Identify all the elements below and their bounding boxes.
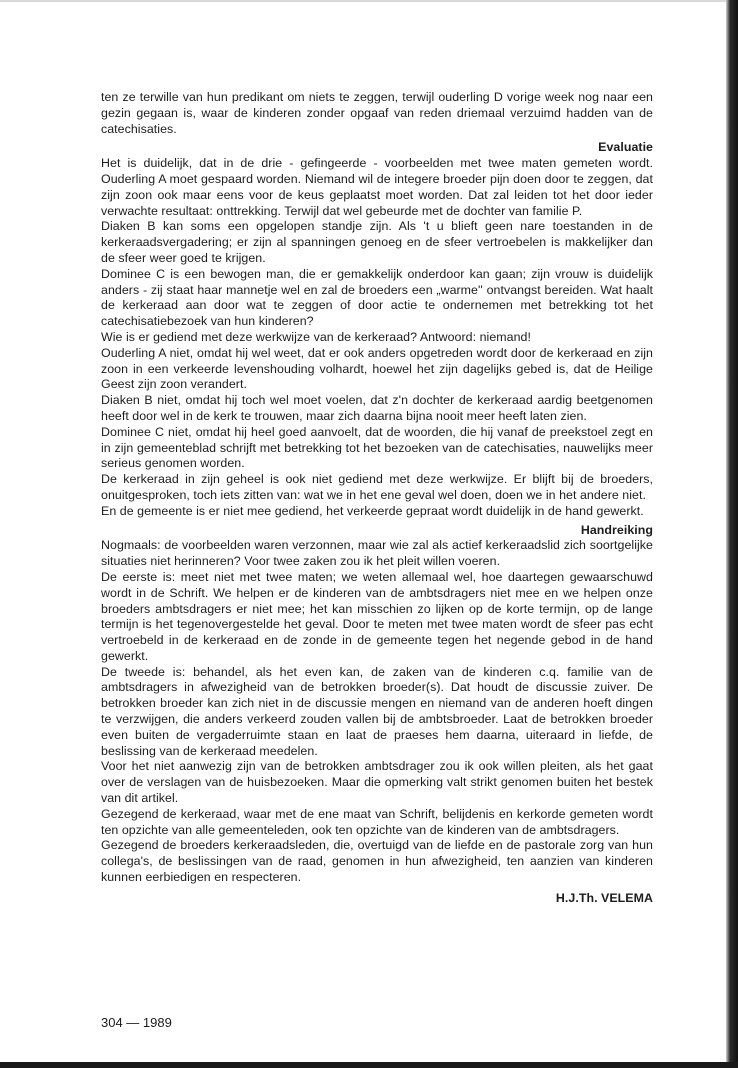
- page-top-edge: [0, 0, 738, 2]
- handreiking-paragraph: Gezegend de broeders kerkeraadsleden, die, overtuigd van de liefde en de pastorale zorg van hun collega's, de beslissingen van de raad, genomen in hun afwezigheid, ten aanzien van kinderen kunnen eerbiedigen en respecteren.: [101, 838, 653, 885]
- heading-handreiking: Handreiking: [580, 522, 653, 537]
- handreiking-paragraph: Gezegend de kerkeraad, waar met de ene maat van Schrift, belijdenis en kerkorde gemeten wordt ten opzichte van alle gemeenteleden, ook ten opzichte van de kinderen van de ambtsdragers.: [101, 806, 653, 837]
- evaluatie-paragraph: Dominee C niet, omdat hij heel goed aanvoelt, dat de woorden, die hij vanaf de preekstoel zegt en in zijn gemeenteblad schrijft met betrekking tot het bezoeken van de catechisaties, nauwelijks meer serieus genomen worden.: [101, 424, 653, 471]
- page-number: 304 — 1989: [101, 1015, 172, 1030]
- handreiking-paragraph: Voor het niet aanwezig zijn van de betrokken ambtsdrager zou ik ook willen pleiten, als het gaat over de verslagen van de huisbezoeken. Maar die opmerking valt strikt genomen buiten het bestek van dit artikel.: [101, 759, 653, 806]
- intro-paragraph: ten ze terwille van hun predikant om niets te zeggen, terwijl ouderling D vorige week nog naar een gezin gegaan is, waar de kinderen zonder opgaaf van reden driemaal verzuimd hadden van de catechisaties.: [101, 90, 653, 136]
- author-signature: H.J.Th. VELEMA: [555, 890, 653, 905]
- heading-evaluatie: Evaluatie: [598, 140, 653, 155]
- page-bottom-edge: [0, 1062, 738, 1068]
- evaluatie-paragraph: Wie is er gediend met deze werkwijze van de kerkeraad? Antwoord: niemand!: [101, 329, 531, 344]
- article-body: [101, 90, 653, 907]
- evaluatie-paragraph: De kerkeraad in zijn geheel is ook niet gediend met deze werkwijze. Er blijft bij de broeders, onuitgesproken, toch iets zitten van: wat we in het ene geval wel doen, doen we in het andere niet.: [101, 472, 653, 502]
- handreiking-paragraph: De eerste is: meet niet met twee maten; we weten allemaal wel, hoe daartegen gewaarschuwd wordt in de Schrift. We helpen er de kinderen van de ambtsdragers niet mee en we helpen onze broeders ambtsdragers er niet mee; het kan misschien zo lijken op de korte termijn, op de lange termijn is het tegenovergestelde het geval. Door te meten met twee maten wordt de sfeer pas echt vertroebeld in de kerkeraad en de zonde in de gemeente tegen het negende gebod in de hand gewerkt.: [101, 569, 653, 663]
- page-binding-edge: [726, 0, 738, 1068]
- evaluatie-paragraph: Diaken B kan soms een opgelopen standje zijn. Als 't u blieft geen nare toestanden in de kerkeraadsvergadering; er zijn al spanningen genoeg en de sfeer vertroebelen is makkelijker dan de sfeer weer goed te krijgen.: [101, 219, 653, 265]
- handreiking-paragraph: De tweede is: behandel, als het even kan, de zaken van de kinderen c.q. familie van de ambtsdragers in afwezigheid van de betrokken broeder(s). Dat houdt de discussie zuiver. De betrokken broeder kan zich niet in de discussie mengen en niemand van de anderen hoeft dingen te verzwijgen, die anders verkeerd zouden vallen bij de ambtsbroeder. Laat de betrokken broeder even buiten de vergaderruimte staan en laat de praeses hem daarna, uiteraard in liefde, de beslissing van de kerkeraad meedelen.: [101, 664, 653, 758]
- evaluatie-paragraph: Diaken B niet, omdat hij toch wel moet voelen, dat z'n dochter de kerkeraad aardig beetgenomen heeft door wel in de kerk te trouwen, maar zich daarna bijna nooit meer heeft laten zien.: [101, 393, 653, 423]
- evaluatie-paragraph: En de gemeente is er niet mee gediend, het verkeerde gepraat wordt duidelijk in de hand gewerkt.: [101, 503, 644, 518]
- evaluatie-paragraph: Dominee C is een bewogen man, die er gemakkelijk onderdoor kan gaan; zijn vrouw is duidelijk anders - zij staat haar mannetje wel en zal de broeders een „warme'' ontvangst bereiden. Wat haalt de kerkeraad aan door wat te zeggen of door actie te ondernemen met betrekking tot het catechisatiebezoek van hun kinderen?: [101, 266, 653, 329]
- evaluatie-paragraph: Ouderling A niet, omdat hij wel weet, dat er ook anders opgetreden wordt door de kerkeraad en zijn zoon in een verkeerde levenshouding volhardt, hoewel het zijn dagelijks gebed is, dat de Heilige Geest zijn zoon verandert.: [101, 345, 653, 392]
- evaluatie-paragraph: Het is duidelijk, dat in de drie - gefingeerde - voorbeelden met twee maten gemeten wordt. Ouderling A moet gespaard worden. Niemand wil de integere broeder pijn doen door te zeggen, dat zijn zoon ook maar eens voor de keus geplaatst moet worden. Dat zal leiden tot het door ieder verwachte resultaat: onttrekking. Terwijl dat wel gebeurde met de dochter van familie P.: [101, 156, 653, 218]
- handreiking-paragraph: Nogmaals: de voorbeelden waren verzonnen, maar wie zal als actief kerkeraadslid zich soortgelijke situaties niet herinneren? Voor twee zaken zou ik het pleit willen voeren.: [101, 538, 653, 569]
